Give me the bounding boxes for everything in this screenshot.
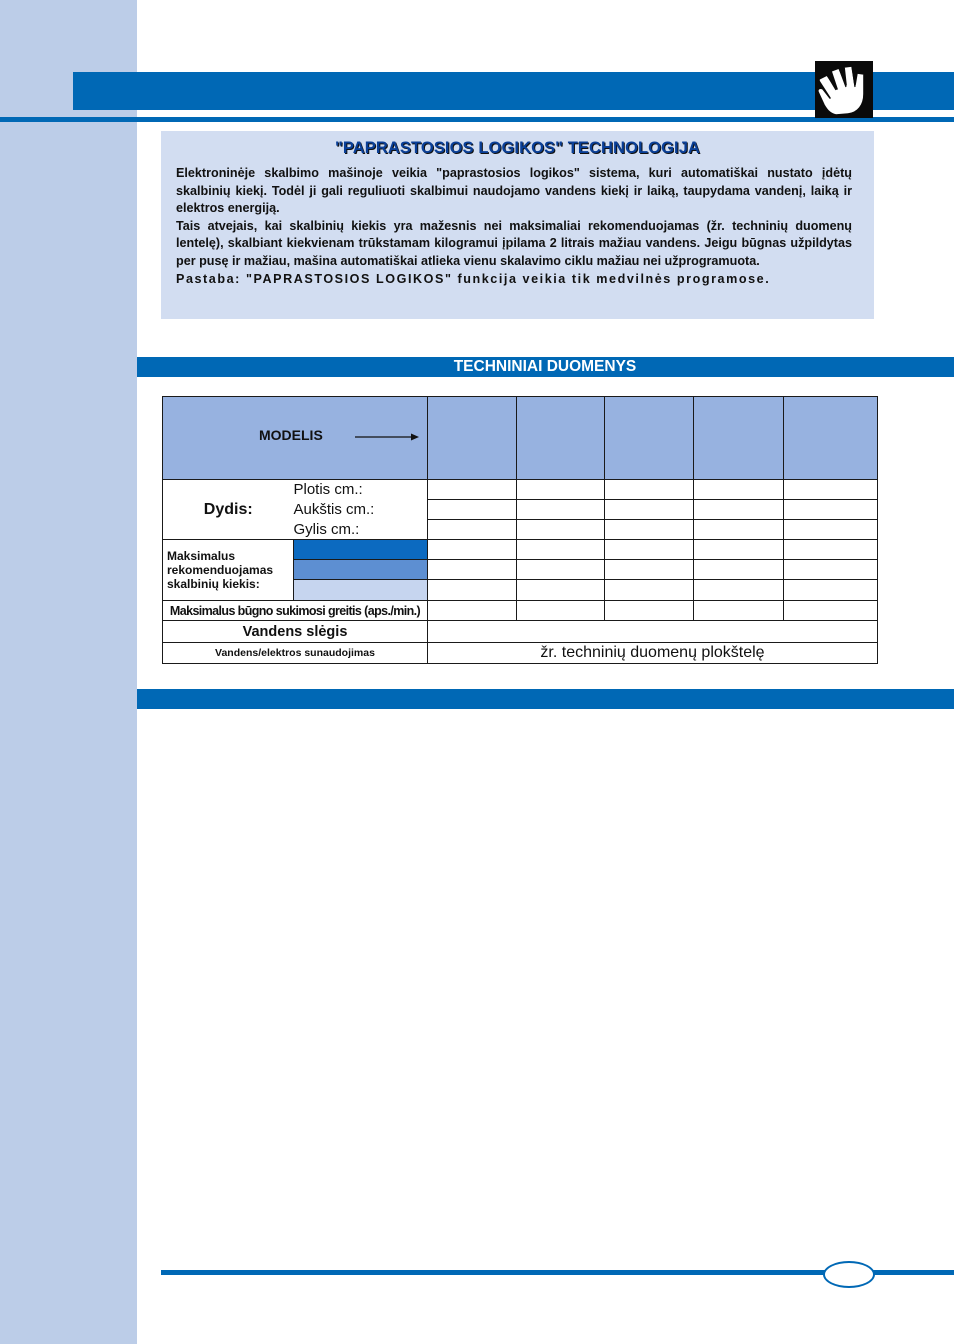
table-cell bbox=[784, 500, 878, 520]
load-swatch-medium bbox=[294, 560, 428, 580]
table-row bbox=[163, 540, 878, 560]
table-cell bbox=[428, 560, 517, 580]
width-label: Plotis cm.: bbox=[294, 480, 428, 500]
model-col-3 bbox=[605, 397, 694, 480]
table-cell bbox=[428, 621, 878, 643]
empty-section-bar bbox=[137, 689, 954, 709]
table-cell bbox=[517, 560, 605, 580]
model-col-4 bbox=[694, 397, 784, 480]
table-cell bbox=[694, 540, 784, 560]
size-label: Dydis: bbox=[163, 480, 294, 540]
table-row bbox=[163, 480, 878, 500]
table-cell bbox=[605, 580, 694, 601]
consumption-label: Vandens/elektros sunaudojimas bbox=[163, 643, 428, 664]
table-cell bbox=[605, 560, 694, 580]
arrow-right-icon bbox=[355, 433, 419, 441]
page-number-oval bbox=[823, 1261, 875, 1288]
hand-icon bbox=[815, 61, 873, 118]
height-label: Aukštis cm.: bbox=[294, 500, 428, 520]
table-row bbox=[163, 621, 878, 643]
tech-section-bar bbox=[137, 357, 954, 377]
table-cell bbox=[605, 540, 694, 560]
model-col-5 bbox=[784, 397, 878, 480]
max-spin-label: Maksimalus būgno sukimosi greitis (aps./min.) bbox=[163, 601, 428, 621]
table-cell bbox=[428, 540, 517, 560]
table-cell bbox=[605, 500, 694, 520]
table-cell bbox=[694, 560, 784, 580]
max-load-label: Maksimalus rekomenduojamas skalbinių kiekis: bbox=[163, 540, 294, 601]
table-cell bbox=[605, 520, 694, 540]
table-row bbox=[163, 601, 878, 621]
see-rating-plate-text: žr. techninių duomenų plokštelę bbox=[428, 643, 878, 664]
table-cell bbox=[428, 520, 517, 540]
table-cell bbox=[428, 580, 517, 601]
load-swatch-light bbox=[294, 580, 428, 601]
tech-spec-table bbox=[162, 396, 878, 664]
table-cell bbox=[784, 601, 878, 621]
load-swatch-dark bbox=[294, 540, 428, 560]
table-cell bbox=[605, 601, 694, 621]
table-cell bbox=[517, 580, 605, 601]
table-cell bbox=[784, 540, 878, 560]
table-cell bbox=[694, 601, 784, 621]
model-header-cell bbox=[163, 397, 428, 480]
table-row bbox=[163, 643, 878, 664]
table-cell bbox=[694, 580, 784, 601]
table-cell bbox=[517, 520, 605, 540]
left-sidebar-band bbox=[0, 0, 137, 1344]
table-cell bbox=[694, 500, 784, 520]
table-cell bbox=[784, 560, 878, 580]
tech-section-title: TECHNINIAI DUOMENYS bbox=[453, 358, 637, 375]
info-title: "PAPRASTOSIOS LOGIKOS" TECHNOLOGIJA bbox=[334, 139, 701, 157]
table-cell bbox=[517, 480, 605, 500]
table-cell bbox=[605, 480, 694, 500]
info-note: Pastaba: "PAPRASTOSIOS LOGIKOS" funkcija veikia tik medvilnės programose. bbox=[176, 271, 771, 286]
top-header-rule bbox=[0, 117, 954, 122]
table-cell bbox=[784, 520, 878, 540]
table-cell bbox=[428, 500, 517, 520]
simple-logic-info-box bbox=[161, 131, 874, 319]
table-cell bbox=[784, 480, 878, 500]
table-cell bbox=[694, 480, 784, 500]
model-col-1 bbox=[428, 397, 517, 480]
model-label: MODELIS bbox=[259, 427, 323, 443]
table-cell bbox=[784, 580, 878, 601]
table-cell bbox=[694, 520, 784, 540]
model-col-2 bbox=[517, 397, 605, 480]
table-cell bbox=[517, 500, 605, 520]
table-cell bbox=[517, 601, 605, 621]
info-paragraph-1: Elektroninėje skalbimo mašinoje veikia "paprastosios logikos" sistema, kuri automatiškai nustato įdėtų skalbinių kiekį. Todėl ji gali reguliuoti skalbimui naudojamo vandens kiekį ir laiką, taupydama vandenį, laiką ir elektros energiją. bbox=[176, 166, 852, 216]
water-pressure-label: Vandens slėgis bbox=[163, 621, 428, 643]
depth-label: Gylis cm.: bbox=[294, 520, 428, 540]
info-paragraph-2: Tais atvejais, kai skalbinių kiekis yra mažesnis nei maksimaliai rekomenduojamas (žr. techninių duomenų lentelę), skalbiant kiekvienam trūkstamam kilogramui įpilama 2 litrais mažiau vandens. Jeigu būgnas užpildytas per pusę ir mažiau, mašina automatiškai atlieka vienu skalavimo ciklu mažiau nei užprogramuota. bbox=[176, 218, 852, 268]
table-cell bbox=[428, 601, 517, 621]
table-cell bbox=[517, 540, 605, 560]
table-cell bbox=[428, 480, 517, 500]
info-text bbox=[176, 165, 852, 288]
table-header-row bbox=[163, 397, 878, 480]
